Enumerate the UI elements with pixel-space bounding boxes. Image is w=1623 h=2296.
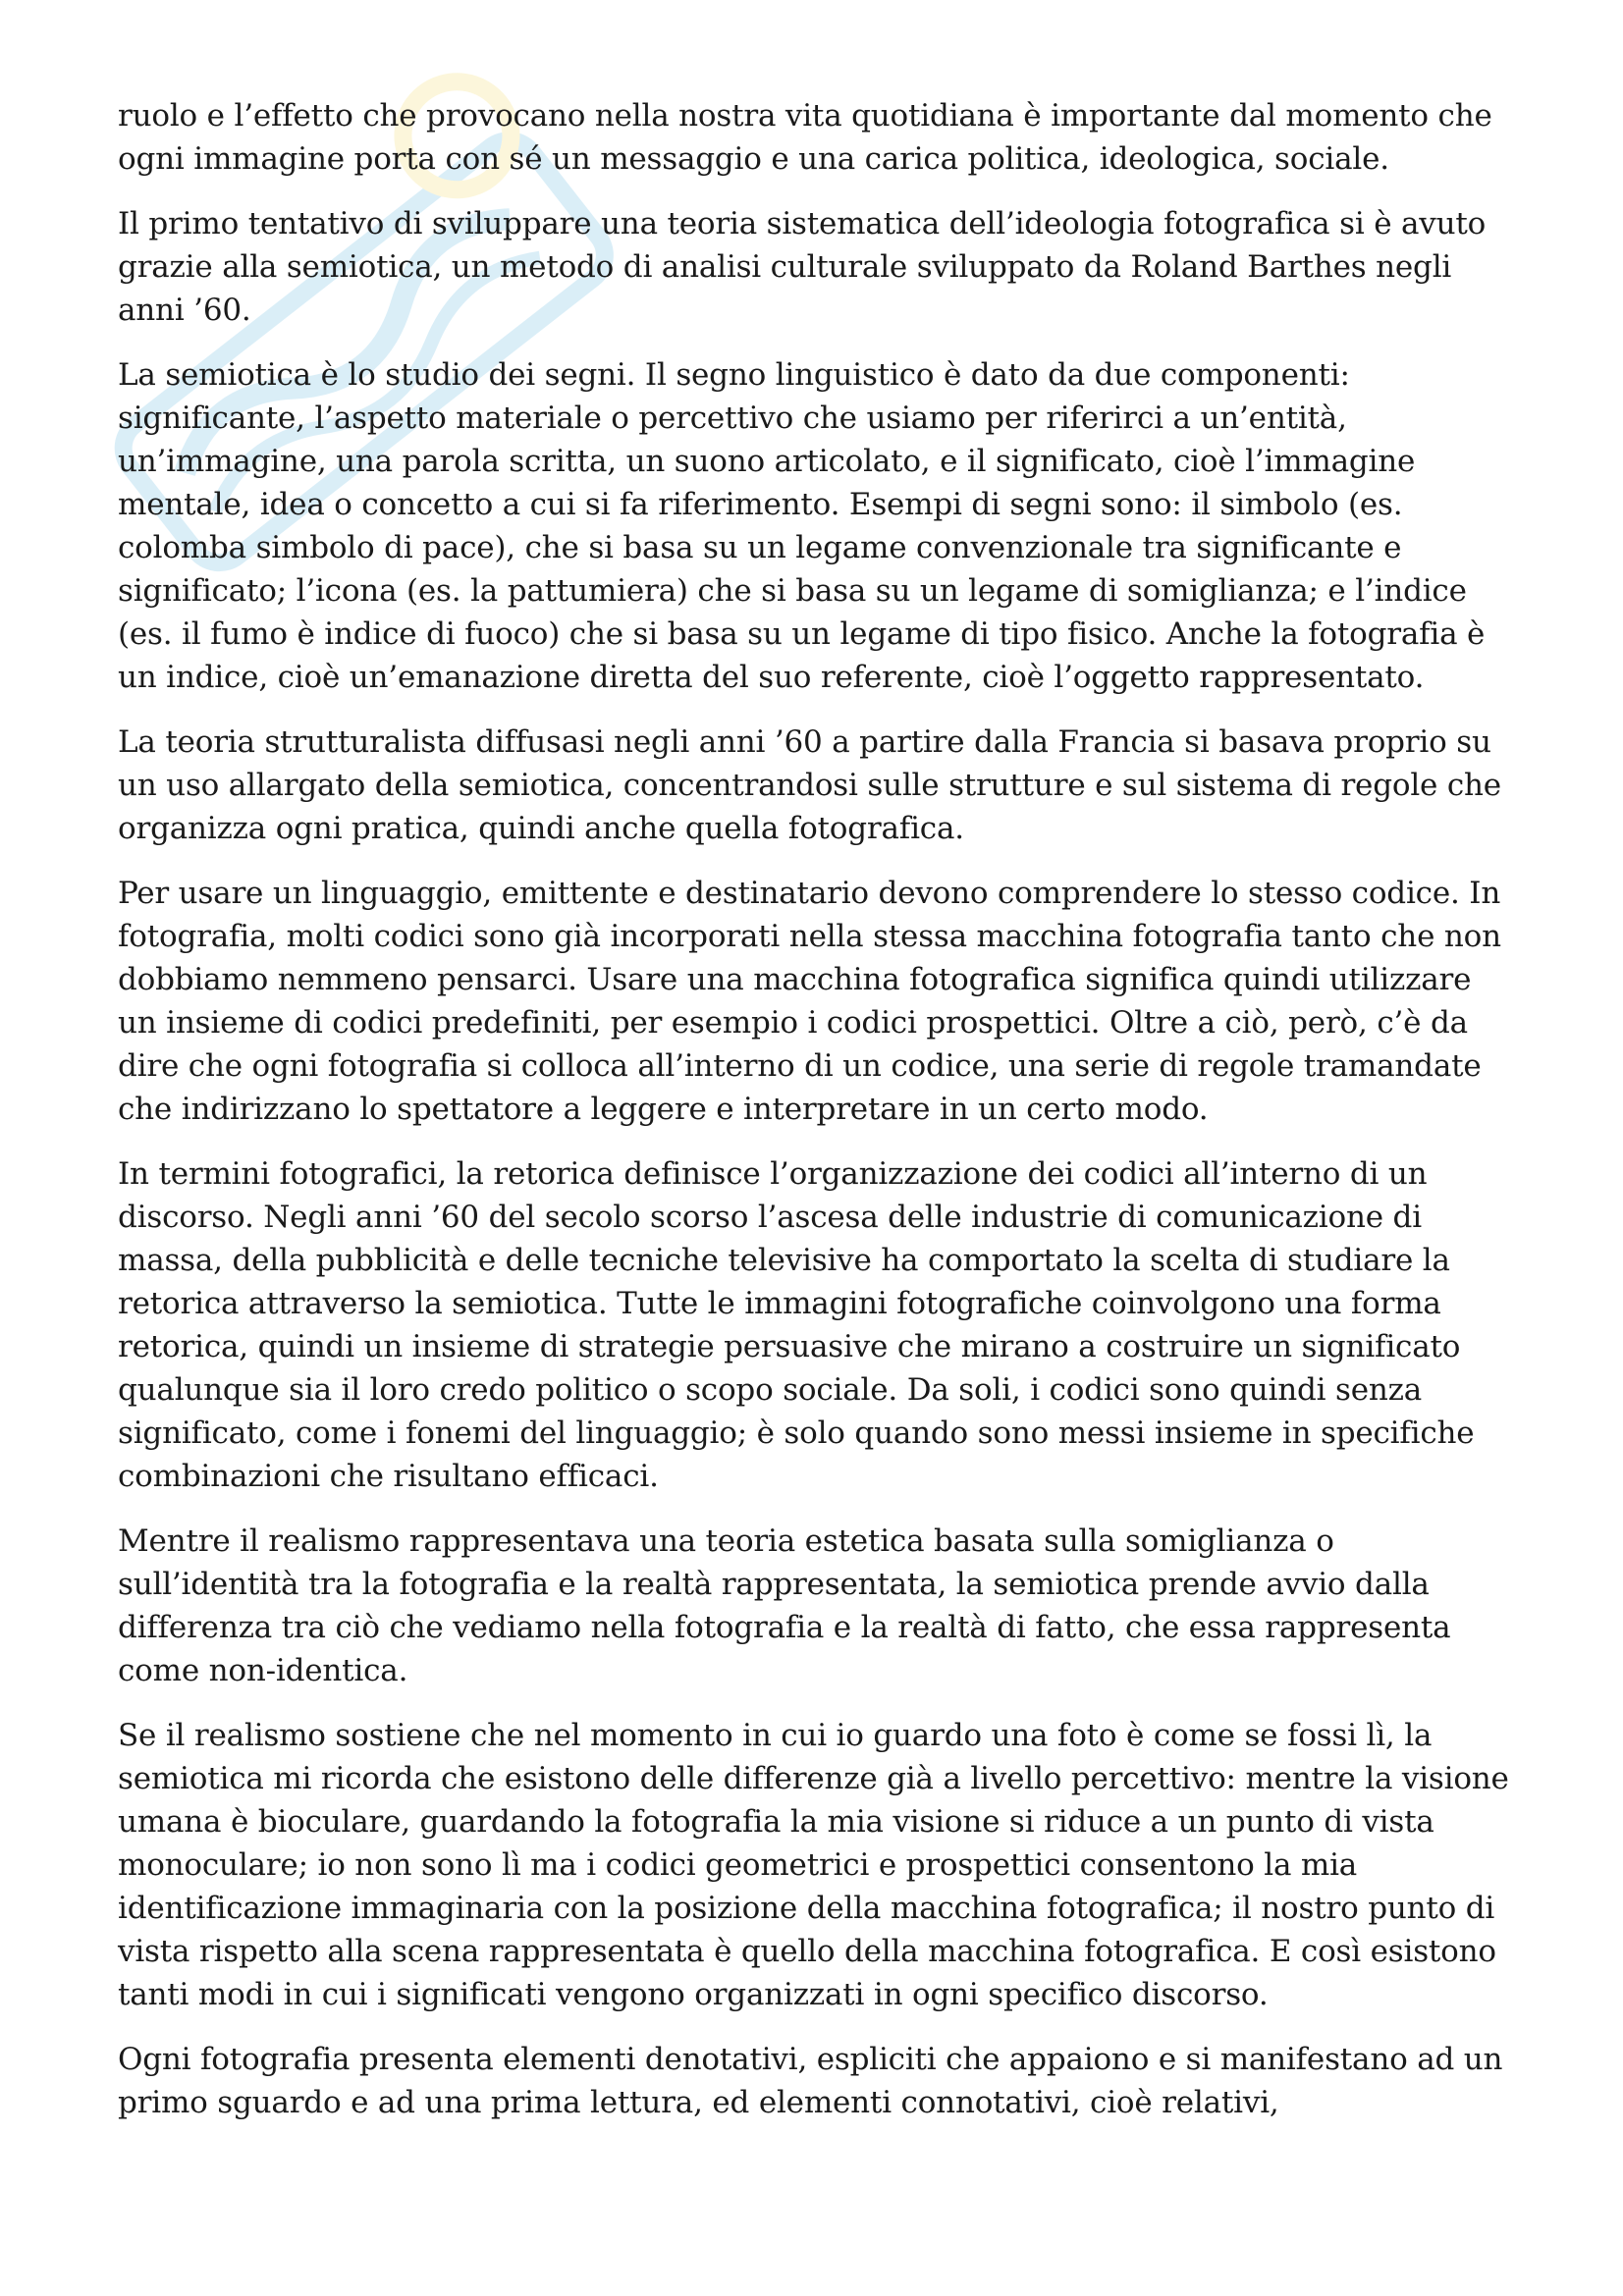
paragraph-7: Mentre il realismo rappresentava una teoria estetica basata sulla somiglianza o sull’identità tra la fotografia e la realtà rappresentata, la semiotica prende avvio dalla differenza tra ciò che vediamo nella fotografia e la realtà di fatto, che essa rappresenta come non-identica. xyxy=(118,1523,1451,1688)
paragraph-4: La teoria strutturalista diffusasi negli anni ’60 a partire dalla Francia si basava proprio su un uso allargato della semiotica, concentrandosi sulle strutture e sul sistema di regole che organizza ogni pratica, quindi anche quella fotografica. xyxy=(118,724,1501,846)
paragraph-2: Il primo tentativo di sviluppare una teoria sistematica dell’ideologia fotografica si è avuto grazie alla semiotica, un metodo di analisi culturale sviluppato da Roland Barthes negli anni ’60. xyxy=(118,206,1487,328)
paragraph-6: In termini fotografici, la retorica definisce l’organizzazione dei codici all’interno di un discorso. Negli anni ’60 del secolo scorso l’ascesa delle industrie di comunicazione di massa, della pubblicità e delle tecniche televisive ha comportato la scelta di studiare la retorica attraverso la semiotica. Tutte le immagini fotografiche coinvolgono una forma retorica, quindi un insieme di strategie persuasive che mirano a costruire un significato qualunque sia il loro credo politico o scopo sociale. Da soli, i codici sono quindi senza significato, come i fonemi del linguaggio; è solo quando sono messi insieme in specifiche combinazioni che risultano efficaci. xyxy=(118,1156,1475,1494)
document-page xyxy=(118,94,1512,2146)
paragraph-3: La semiotica è lo studio dei segni. Il segno linguistico è dato da due componenti: significante, l’aspetto materiale o percettivo che usiamo per riferirci a un’entità, un’immagine, una parola scritta, un suono articolato, e il significato, cioè l’immagine mentale, idea o concetto a cui si fa riferimento. Esempi di segni sono: il simbolo (es. colomba simbolo di pace), che si basa su un legame convenzionale tra significante e significato; l’icona (es. la pattumiera) che si basa su un legame di somiglianza; e l’indice (es. il fumo è indice di fuoco) che si basa su un legame di tipo fisico. Anche la fotografia è un indice, cioè un’emanazione diretta del suo referente, cioè l’oggetto rappresentato. xyxy=(118,357,1486,695)
paragraph-8: Se il realismo sostiene che nel momento in cui io guardo una foto è come se fossi lì, la semiotica mi ricorda che esistono delle differenze già a livello percettivo: mentre la visione umana è bioculare, guardando la fotografia la mia visione si riduce a un punto di vista monoculare; io non sono lì ma i codici geometrici e prospettici consentono la mia identificazione immaginaria con la posizione della macchina fotografica; il nostro punto di vista rispetto alla scena rappresentata è quello della macchina fotografica. E così esistono tanti modi in cui i significati vengono organizzati in ogni specifico discorso. xyxy=(118,1718,1509,2012)
paragraph-1: ruolo e l’effetto che provocano nella nostra vita quotidiana è importante dal momento che ogni immagine porta con sé un messaggio e una carica politica, ideologica, sociale. xyxy=(118,98,1492,177)
paragraph-9: Ogni fotografia presenta elementi denotativi, espliciti che appaiono e si manifestano ad un primo sguardo e ad una prima lettura, ed elementi connotativi, cioè relativi, xyxy=(118,2042,1503,2120)
paragraph-5: Per usare un linguaggio, emittente e destinatario devono comprendere lo stesso codice. In fotografia, molti codici sono già incorporati nella stessa macchina fotografia tanto che non dobbiamo nemmeno pensarci. Usare una macchina fotografica significa quindi utilizzare un insieme di codici predefiniti, per esempio i codici prospettici. Oltre a ciò, però, c’è da dire che ogni fotografia si colloca all’interno di un codice, una serie di regole tramandate che indirizzano lo spettatore a leggere e interpretare in un certo modo. xyxy=(118,876,1501,1127)
